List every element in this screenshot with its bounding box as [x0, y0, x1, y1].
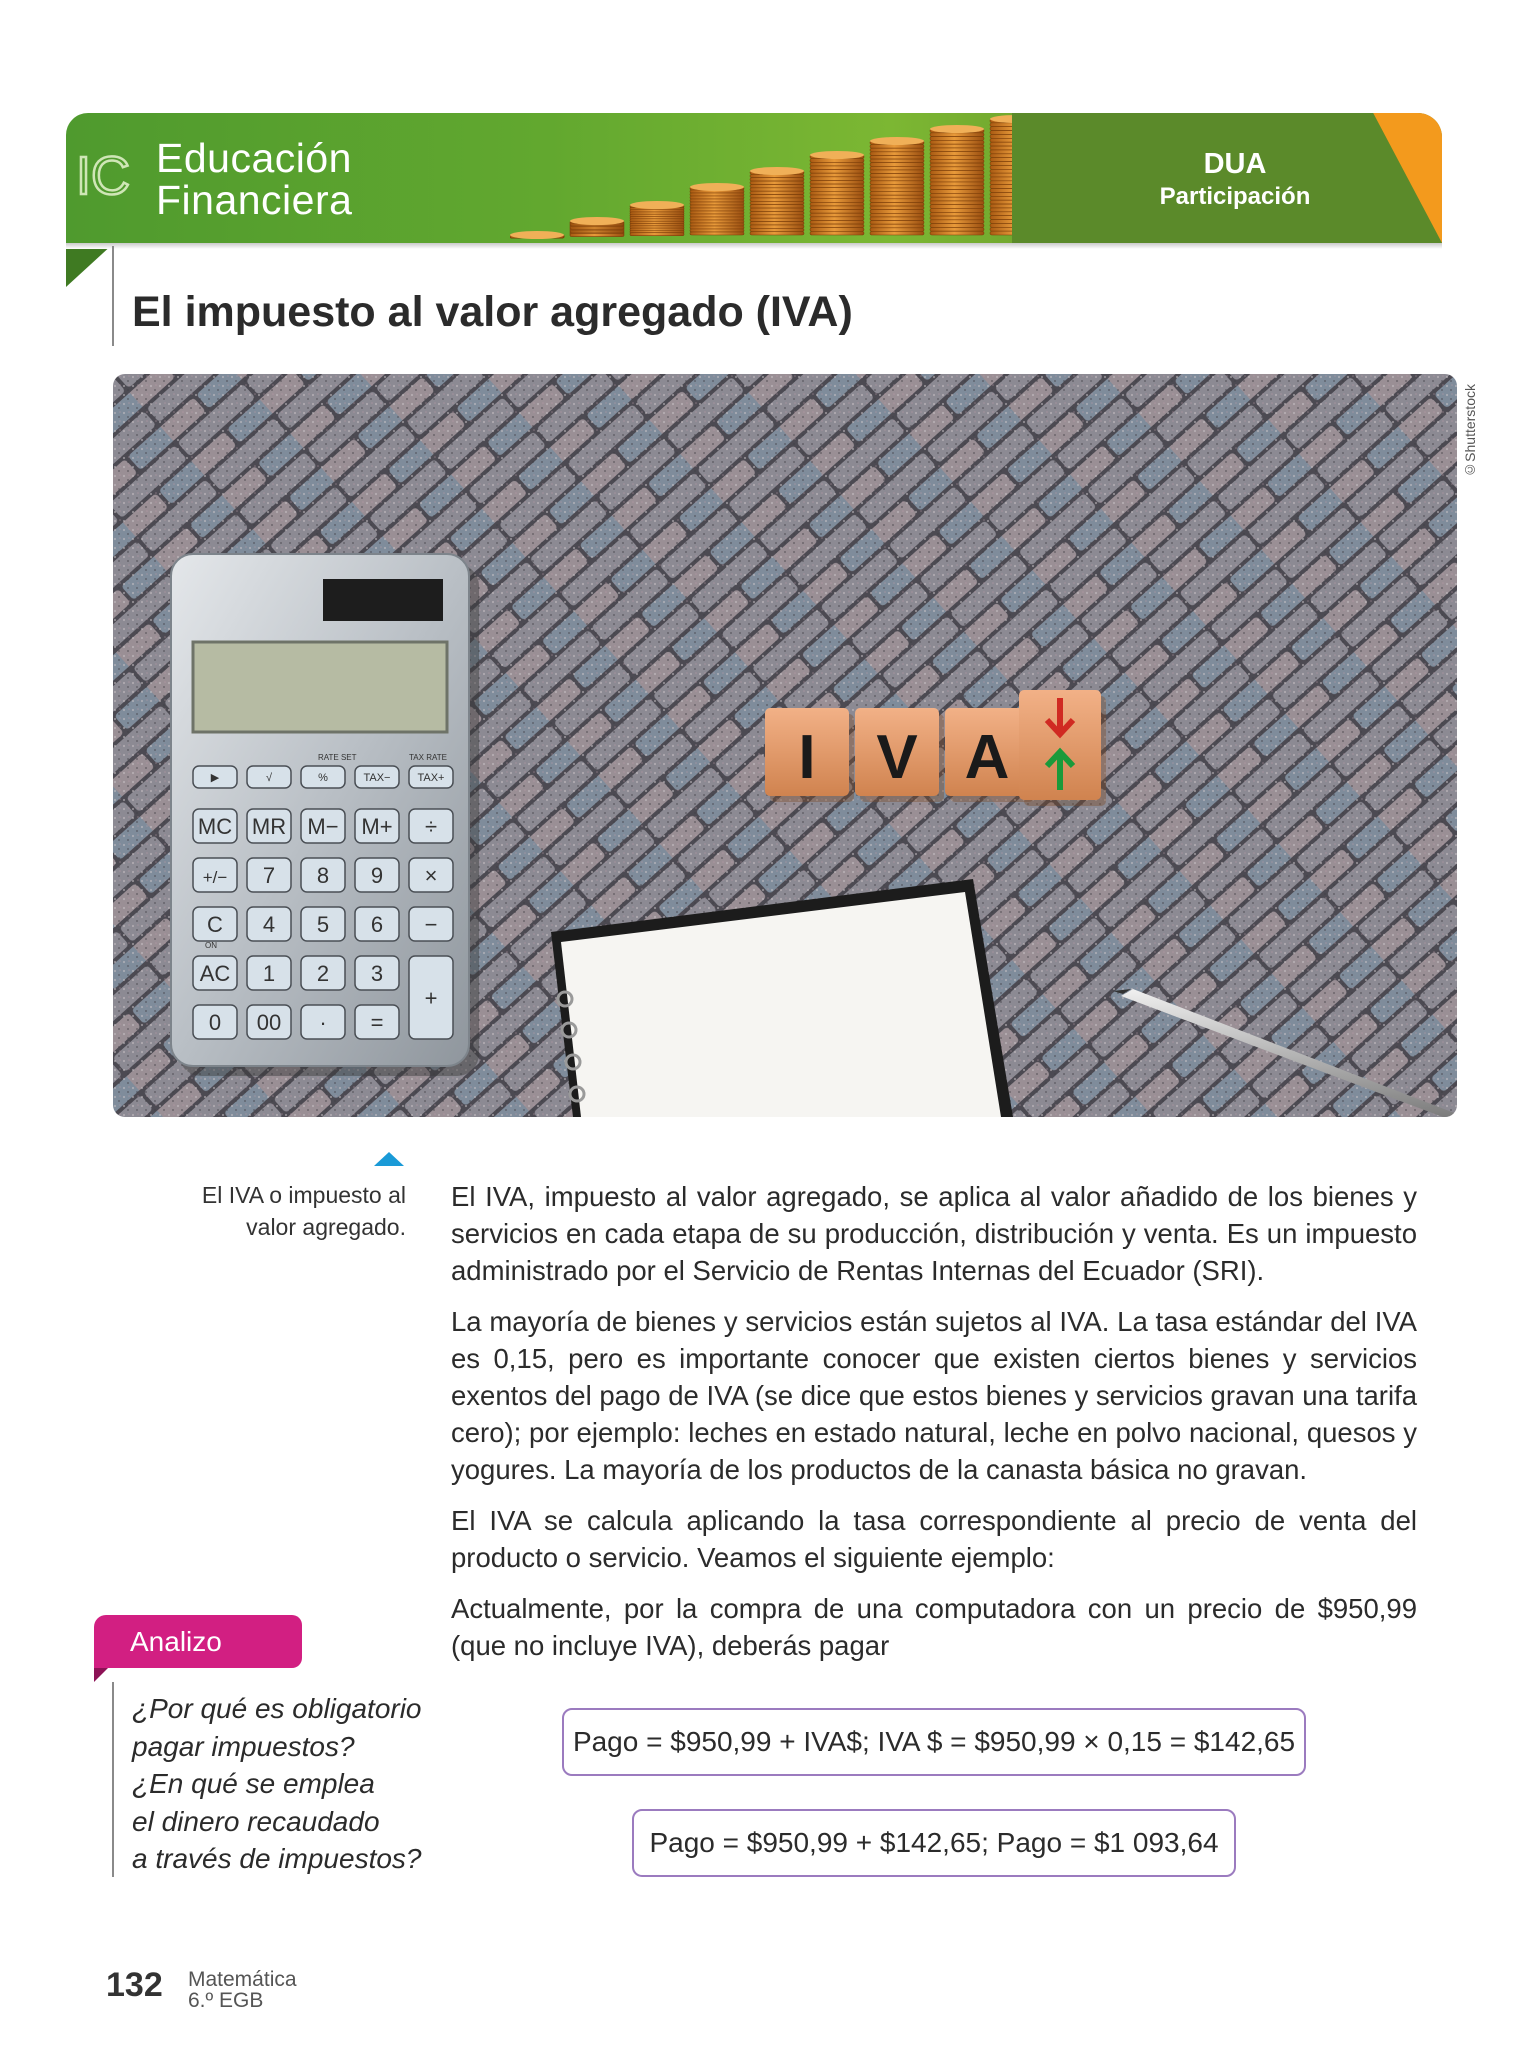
ic-logo-icon: [76, 148, 134, 204]
banner-shadow: [66, 243, 1442, 249]
calculator-key-label: MR: [251, 814, 287, 839]
calculator-key-label: M−: [307, 814, 339, 839]
calculator-key-label: 3: [370, 961, 384, 986]
calculator-key-label: 9: [370, 863, 384, 888]
formula-box-1: Pago = $950,99 + IVA$; IVA $ = $950,99 × 0,15 = $142,65: [562, 1708, 1306, 1776]
calculator: [171, 554, 479, 1076]
analizo-line: el dinero recaudado: [132, 1805, 380, 1837]
analizo-line: pagar impuestos?: [132, 1730, 355, 1762]
calculator-key-label: ·: [319, 1010, 327, 1035]
calculator-key-label: √: [265, 772, 273, 784]
calculator-key-label: ÷: [424, 814, 438, 839]
dua-label: DUA: [1203, 148, 1267, 180]
svg-text:RATE SET: RATE SET: [318, 753, 357, 762]
photo-caption: El IVA o impuesto al valor agregado.: [201, 1182, 406, 1240]
page-title: El impuesto al valor agregado (IVA): [132, 288, 853, 336]
calculator-key-label: 1: [262, 961, 276, 986]
paragraph-3: El IVA se calcula aplicando la tasa correspondiente al precio de venta del producto o servicio. Veamos el siguiente ejemplo:: [451, 1505, 1417, 1573]
calculator-key-label: 6: [370, 912, 384, 937]
body-text: [451, 1178, 1417, 1678]
svg-text:ON: ON: [205, 941, 217, 950]
paragraph-2: La mayoría de bienes y servicios están sujetos al IVA. La tasa estándar del IVA es 0,15, pero es importante conocer que existen ciertos bienes y servicios exentos del pago de IVA (se dice que estos bienes y servicios gravan una tarifa cero); por ejemplo: leches en estado natural, leche en polvo nacional, quesos y yogures. La mayoría de los productos de la canasta básica no gravan.: [451, 1306, 1417, 1485]
analizo-tab-fold: [94, 1668, 108, 1682]
calculator-key-label: +: [424, 985, 438, 1011]
analizo-line: ¿Por qué es obligatorio: [132, 1693, 422, 1724]
banner-title-line2: Financiera: [156, 177, 353, 223]
calculator-key-label: TAX−: [363, 772, 391, 784]
svg-text:A: A: [964, 723, 1010, 792]
analizo-tab: Analizo: [94, 1615, 302, 1668]
paragraph-4: Actualmente, por la compra de una computadora con un precio de $950,99 (que no incluye IVA), deberás pagar: [451, 1593, 1417, 1661]
photo-credit: ©Shutterstock: [1462, 384, 1478, 478]
svg-text:I: I: [798, 723, 816, 792]
footer-subject-name: Matemática: [188, 1968, 297, 1991]
paragraph-1: El IVA, impuesto al valor agregado, se aplica al valor añadido de los bienes y servicios en cada etapa de su producción, distribución y venta. Es un impuesto administrado por el Servicio de Rentas Internas del Ecuador (SRI).: [451, 1181, 1417, 1286]
calculator-key-label: M+: [361, 814, 393, 839]
calculator-key-label: 7: [262, 863, 276, 888]
iva-photo: [113, 374, 1457, 1117]
analizo-line: a través de impuestos?: [132, 1843, 422, 1874]
banner-fold: [66, 243, 114, 287]
formula-box-2: Pago = $950,99 + $142,65; Pago = $1 093,64: [632, 1809, 1236, 1877]
calculator-key-label: 00: [256, 1010, 282, 1035]
svg-text:TAX RATE: TAX RATE: [409, 753, 447, 762]
calculator-key-label: 5: [316, 912, 330, 937]
calculator-key-label: −: [424, 912, 438, 937]
calculator-key-label: ×: [424, 863, 438, 888]
calculator-key-label: AC: [199, 961, 231, 986]
svg-text:V: V: [876, 723, 918, 792]
dua-participation-label: Participación: [1159, 183, 1311, 210]
banner-title: [156, 137, 352, 221]
calculator-key-label: 4: [262, 912, 276, 937]
page-number: 132: [106, 1966, 163, 2004]
analizo-line: ¿En qué se emplea: [132, 1768, 375, 1799]
analizo-questions: [132, 1690, 422, 1878]
footer-subject: [188, 1969, 297, 2011]
photo-illustration: [113, 374, 1457, 1117]
calculator-key-label: ▶: [210, 772, 220, 784]
calculator-key-label: 2: [316, 961, 330, 986]
calculator-key-label: TAX+: [417, 772, 445, 784]
title-rule: [112, 246, 114, 346]
calculator-key-label: 0: [208, 1010, 222, 1035]
calculator-key-label: +/−: [202, 868, 228, 887]
calculator-key-label: %: [318, 772, 328, 784]
analizo-rule: [112, 1682, 114, 1877]
calculator-key-label: C: [207, 912, 223, 937]
footer-grade: 6.º EGB: [188, 1989, 264, 2012]
svg-text:IC: IC: [76, 148, 130, 204]
calculator-key-label: =: [370, 1010, 384, 1035]
calculator-key-label: 8: [316, 863, 330, 888]
calculator-key-label: MC: [197, 814, 233, 839]
banner-title-line1: Educación: [156, 135, 352, 181]
caption-arrow-icon: [374, 1152, 404, 1166]
